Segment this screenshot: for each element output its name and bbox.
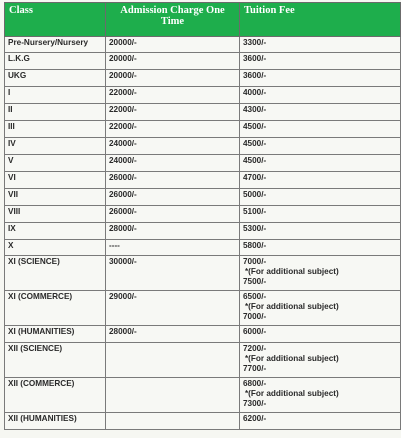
- admission-charge-cell: 29000/-: [106, 291, 240, 326]
- admission-charge-cell: 26000/-: [106, 206, 240, 223]
- class-cell: VII: [5, 189, 106, 206]
- tuition-amount: 6500/-: [243, 292, 267, 301]
- tuition-fee-cell: [240, 378, 401, 413]
- tuition-fee-cell: [240, 53, 401, 70]
- tuition-amount: 4500/-: [243, 122, 267, 131]
- admission-charge-cell: [106, 413, 240, 430]
- table-row: [5, 326, 401, 343]
- class-cell: XII (HUMANITIES): [5, 413, 106, 430]
- table-row: [5, 155, 401, 172]
- class-cell: IX: [5, 223, 106, 240]
- table-row: [5, 256, 401, 291]
- tuition-fee-cell: [240, 189, 401, 206]
- class-cell: XII (SCIENCE): [5, 343, 106, 378]
- admission-charge-cell: [106, 378, 240, 413]
- tuition-fee-cell: [240, 87, 401, 104]
- tuition-fee-cell: [240, 155, 401, 172]
- class-cell: Pre-Nursery/Nursery: [5, 37, 106, 53]
- table-row: [5, 240, 401, 256]
- table-row: [5, 378, 401, 413]
- tuition-amount: 4700/-: [243, 173, 267, 182]
- header-class: Class: [5, 3, 106, 37]
- admission-charge-cell: 30000/-: [106, 256, 240, 291]
- tuition-amount: 3600/-: [243, 54, 267, 63]
- tuition-amount: 6200/-: [243, 414, 267, 423]
- tuition-amount: 3600/-: [243, 71, 267, 80]
- tuition-amount: 5100/-: [243, 207, 267, 216]
- additional-subject-note: *(For additional subject): [245, 354, 339, 363]
- additional-subject-note: *(For additional subject): [245, 389, 339, 398]
- tuition-fee-cell: [240, 223, 401, 240]
- tuition-fee-cell: [240, 121, 401, 138]
- admission-charge-cell: 22000/-: [106, 104, 240, 121]
- class-cell: XI (HUMANITIES): [5, 326, 106, 343]
- tuition-amount: 7000/-: [243, 257, 267, 266]
- admission-charge-cell: [106, 343, 240, 378]
- table-row: [5, 223, 401, 240]
- fee-table: [4, 2, 401, 430]
- table-row: [5, 343, 401, 378]
- class-cell: VIII: [5, 206, 106, 223]
- class-cell: X: [5, 240, 106, 256]
- admission-charge-cell: 24000/-: [106, 155, 240, 172]
- tuition-fee-cell: [240, 256, 401, 291]
- tuition-fee-cell: [240, 206, 401, 223]
- tuition-fee-cell: [240, 172, 401, 189]
- tuition-amount: 7000/-: [243, 312, 267, 321]
- admission-charge-cell: 28000/-: [106, 326, 240, 343]
- table-row: [5, 291, 401, 326]
- table-row: [5, 413, 401, 430]
- header-admission-charge: Admission Charge One Time: [106, 3, 240, 37]
- admission-charge-cell: 24000/-: [106, 138, 240, 155]
- class-cell: III: [5, 121, 106, 138]
- additional-subject-note: *(For additional subject): [245, 302, 339, 311]
- admission-charge-cell: 26000/-: [106, 172, 240, 189]
- tuition-amount: 7200/-: [243, 344, 267, 353]
- table-row: [5, 121, 401, 138]
- tuition-amount: 7500/-: [243, 277, 267, 286]
- table-row: [5, 206, 401, 223]
- tuition-amount: 4000/-: [243, 88, 267, 97]
- tuition-fee-cell: [240, 138, 401, 155]
- class-cell: XI (COMMERCE): [5, 291, 106, 326]
- tuition-fee-cell: [240, 37, 401, 53]
- class-cell: IV: [5, 138, 106, 155]
- class-cell: L.K.G: [5, 53, 106, 70]
- tuition-amount: 5000/-: [243, 190, 267, 199]
- tuition-amount: 4300/-: [243, 105, 267, 114]
- class-cell: XII (COMMERCE): [5, 378, 106, 413]
- admission-charge-cell: 20000/-: [106, 37, 240, 53]
- table-row: [5, 37, 401, 53]
- tuition-amount: 5300/-: [243, 224, 267, 233]
- admission-charge-cell: ----: [106, 240, 240, 256]
- tuition-fee-cell: [240, 326, 401, 343]
- admission-charge-cell: 22000/-: [106, 87, 240, 104]
- tuition-amount: 4500/-: [243, 139, 267, 148]
- admission-charge-cell: 22000/-: [106, 121, 240, 138]
- tuition-amount: 7700/-: [243, 364, 267, 373]
- tuition-amount: 7300/-: [243, 399, 267, 408]
- admission-charge-cell: 20000/-: [106, 53, 240, 70]
- header-row: [5, 3, 401, 37]
- class-cell: V: [5, 155, 106, 172]
- tuition-fee-cell: [240, 343, 401, 378]
- table-row: [5, 138, 401, 155]
- tuition-fee-cell: [240, 240, 401, 256]
- header-tuition-fee: Tuition Fee: [240, 3, 401, 37]
- class-cell: UKG: [5, 70, 106, 87]
- class-cell: II: [5, 104, 106, 121]
- tuition-fee-cell: [240, 291, 401, 326]
- table-row: [5, 172, 401, 189]
- tuition-amount: 4500/-: [243, 156, 267, 165]
- admission-charge-cell: 28000/-: [106, 223, 240, 240]
- tuition-fee-cell: [240, 413, 401, 430]
- additional-subject-note: *(For additional subject): [245, 267, 339, 276]
- class-cell: VI: [5, 172, 106, 189]
- class-cell: I: [5, 87, 106, 104]
- tuition-amount: 3300/-: [243, 38, 267, 47]
- tuition-amount: 6800/-: [243, 379, 267, 388]
- table-row: [5, 70, 401, 87]
- tuition-amount: 5800/-: [243, 241, 267, 250]
- admission-charge-cell: 20000/-: [106, 70, 240, 87]
- table-row: [5, 53, 401, 70]
- class-cell: XI (SCIENCE): [5, 256, 106, 291]
- tuition-fee-cell: [240, 70, 401, 87]
- table-row: [5, 87, 401, 104]
- fee-table-body: [5, 37, 401, 430]
- admission-charge-cell: 26000/-: [106, 189, 240, 206]
- tuition-fee-cell: [240, 104, 401, 121]
- tuition-amount: 6000/-: [243, 327, 267, 336]
- table-row: [5, 104, 401, 121]
- table-row: [5, 189, 401, 206]
